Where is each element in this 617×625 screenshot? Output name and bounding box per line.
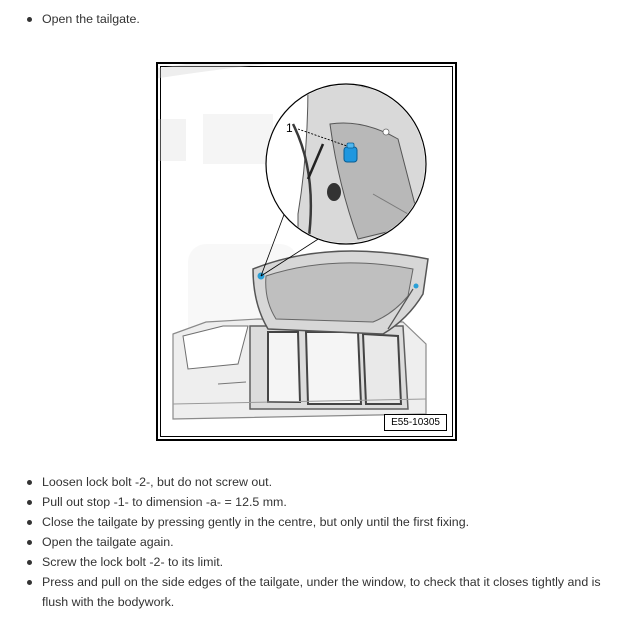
list-item: Press and pull on the side edges of the tailgate, under the window, to check that it closes tightly and is flush with the bodywork. xyxy=(25,572,605,612)
tailgate-illustration xyxy=(156,62,457,441)
instruction-list-top xyxy=(25,9,605,29)
tailgate-drawing xyxy=(158,64,455,439)
instruction-list-bottom xyxy=(25,472,605,612)
car-body xyxy=(173,319,426,419)
list-item: Loosen lock bolt -2-, but do not screw out. xyxy=(25,472,605,492)
detail-zoom-circle xyxy=(266,83,428,264)
callout-number: 1 xyxy=(286,121,293,135)
list-item: Open the tailgate. xyxy=(25,9,605,29)
list-item: Close the tailgate by pressing gently in the centre, but only until the first fixing. xyxy=(25,512,605,532)
figure-reference: E55-10305 xyxy=(384,414,447,431)
list-item: Open the tailgate again. xyxy=(25,532,605,552)
list-item: Pull out stop -1- to dimension -a- = 12.5 mm. xyxy=(25,492,605,512)
list-item: Screw the lock bolt -2- to its limit. xyxy=(25,552,605,572)
